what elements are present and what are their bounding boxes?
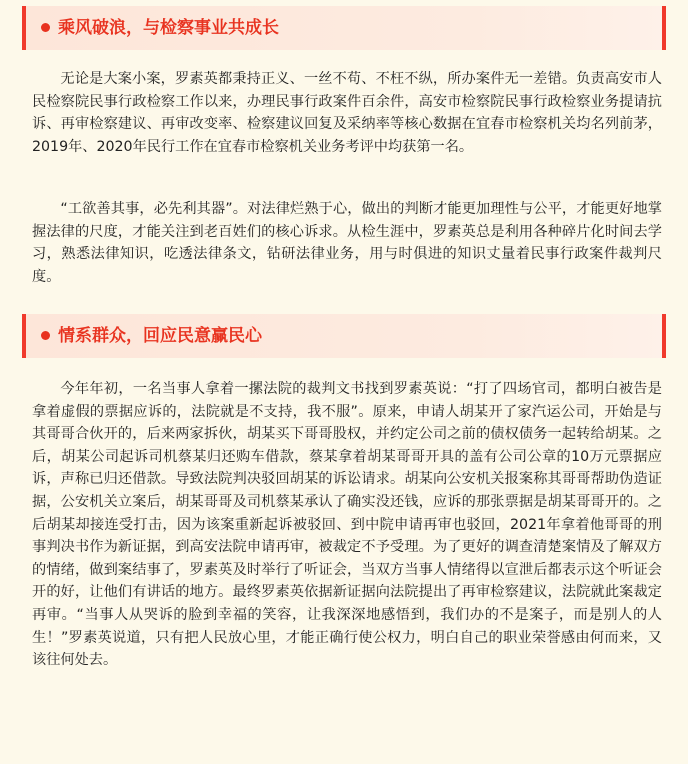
paragraph-2: “工欲善其事，必先利其器”。对法律烂熟于心，做出的判断才能更加理性与公平，才能更好地掌握法律的尺度，才能关注到老百姓们的核心诉求。从检生涯中，罗素英总是利用各种碎片化时间去学习，熟悉法律知识，吃透法律条文，钻研法律业务，用与时俱进的知识丈量着民事行政案件裁判尺度。 xyxy=(32,201,662,285)
section-title-1: 乘风破浪，与检察事业共成长 xyxy=(58,18,279,38)
section-title-2: 情系群众，回应民意赢民心 xyxy=(58,326,262,346)
paragraph-3: 今年年初，一名当事人拿着一摞法院的裁判文书找到罗素英说：“打了四场官司，都明白被告是拿着虚假的票据应诉的，法院就是不支持，我不服”。原来，申请人胡某开了家汽运公司，开始是与其哥哥合伙开的，后来两家拆伙，胡某买下哥哥股权，并约定公司之前的债权债务一起转给胡某。之后，胡某公司起诉司机蔡某归还购车借款，蔡某拿着胡某哥哥开具的盖有公司公章的10万元票据应诉，声称已归还借款。导致法院判决驳回胡某的诉讼请求。胡某向公安机关报案称其哥哥帮助伪造证据，公安机关立案后，胡某哥哥及司机蔡某承认了确实没还钱，应诉的那张票据是胡某哥哥开的。之后胡某却接连受打击，因为该案重新起诉被驳回、到中院申请再审也驳回，2021年拿着他哥哥的刑事判决书作为新证据，到高安法院申请再审，被裁定不予受理。为了更好的调查清楚案情及了解双方的情绪，做到案结事了，罗素英及时举行了听证会，当双方当事人情绪得以宣泄后都表示这个听证会开的好，让他们有讲话的地方。最终罗素英依据新证据向法院提出了再审检察建议，法院就此案裁定再审。“当事人从哭诉的脸到幸福的笑容，让我深深地感悟到，我们办的不是案子，而是别人的人生！”罗素英说道，只有把人民放心里，才能正确行使公权力，明白自己的职业荣誉感由何而来，又该往何处去。 xyxy=(32,381,662,669)
section-header-2 xyxy=(22,314,666,358)
paragraph-1: 无论是大案小案，罗素英都秉持正义、一丝不苟、不枉不纵，所办案件无一差错。负责高安市人民检察院民事行政检察工作以来，办理民事行政案件百余件，高安市检察院民事行政检察业务提请抗诉、再审检察建议、再审改变率、检察建议回复及采纳率等核心数据在宜春市检察机关均名列前茅，2019年、2020年民行工作在宜春市检察机关业务考评中均获第一名。 xyxy=(32,71,662,155)
bullet-dot-icon xyxy=(41,23,50,32)
bullet-dot-icon xyxy=(41,331,50,340)
section-header-1 xyxy=(22,6,666,50)
